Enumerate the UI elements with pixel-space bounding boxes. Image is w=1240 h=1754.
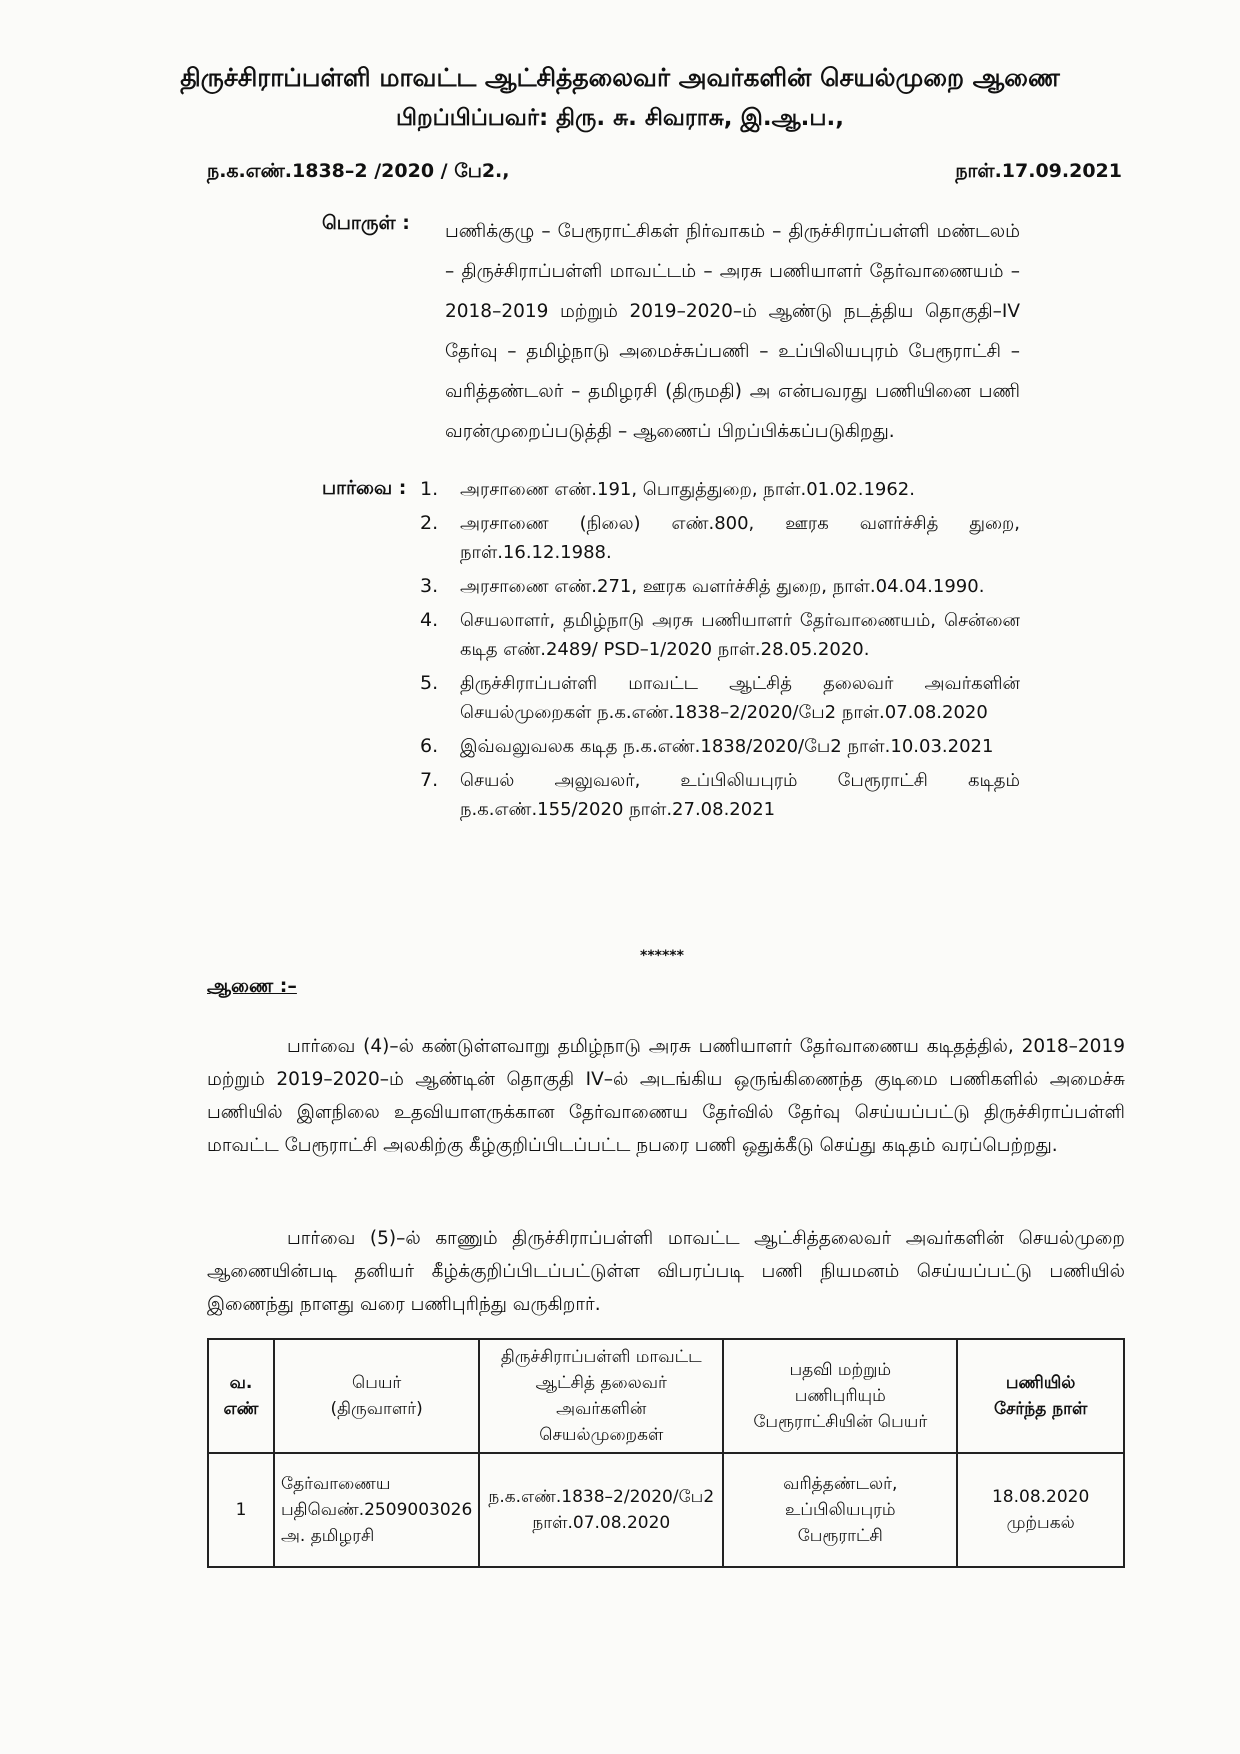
- header-line: பெயர்: [351, 1373, 402, 1393]
- reference-item: [420, 475, 1020, 504]
- table-header-row: [208, 1339, 1124, 1453]
- reference-text: அரசாணை எண்.271, ஊரக வளர்ச்சித் துறை, நாள்.04.04.1990.: [460, 576, 985, 597]
- header-line: எண்: [223, 1399, 259, 1419]
- document-title: திருச்சிராப்பள்ளி மாவட்ட ஆட்சித்தலைவர் அவர்களின் செயல்முறை ஆணை: [180, 63, 1060, 92]
- header-line: சேர்ந்த நாள்: [993, 1399, 1088, 1419]
- reference-number: 6.: [420, 735, 439, 757]
- reference-item: [420, 572, 1020, 601]
- cell-post: [723, 1453, 957, 1567]
- cell-line: அ. தமிழரசி: [281, 1526, 375, 1546]
- header-line: திருச்சிராப்பள்ளி மாவட்ட: [500, 1347, 702, 1367]
- cell-joining-date: [957, 1453, 1124, 1567]
- cell-serial: [208, 1453, 274, 1567]
- header-line: பணியில்: [1005, 1373, 1076, 1393]
- subject-label: பொருள் :: [322, 212, 410, 234]
- reference-item: [420, 766, 1020, 824]
- reference-number: 4.: [420, 609, 439, 631]
- table-row: [208, 1453, 1124, 1567]
- references-list: [420, 475, 1020, 829]
- order-paragraph: பார்வை (5)–ல் காணும் திருச்சிராப்பள்ளி மாவட்ட ஆட்சித்தலைவர் அவர்களின் செயல்முறை ஆணையின்படி தனியர் கீழ்க்குறிப்பிடப்பட்டுள்ள விபரப்படி பணி நியமனம் செய்யப்பட்டு பணியில் இணைந்து நாளது வரை பணிபுரிந்து வருகிறார்.: [207, 1228, 1125, 1315]
- reference-item: [420, 509, 1020, 567]
- cell-line: வரித்தண்டலர்,: [783, 1474, 898, 1494]
- reference-number: 7.: [420, 769, 439, 791]
- header-line: பணிபுரியும்: [794, 1386, 886, 1406]
- header-post: [723, 1339, 957, 1453]
- order-heading: ஆணை :–: [207, 975, 297, 997]
- cell-line: உப்பிலியபுரம்: [784, 1500, 896, 1520]
- appointment-table: [207, 1338, 1125, 1568]
- reference-item: [420, 669, 1020, 727]
- reference-text: செயலாளர், தமிழ்நாடு அரசு பணியாளர் தேர்வாணையம், சென்னை கடித எண்.2489/ PSD–1/2020 நாள்.28.05.2020.: [460, 610, 1020, 660]
- header-line: பேரூராட்சியின் பெயர்: [753, 1412, 928, 1432]
- header-line: செயல்முறைகள்: [539, 1425, 664, 1445]
- cell-line: நாள்.07.08.2020: [532, 1513, 671, 1533]
- references-label: பார்வை :: [322, 477, 407, 499]
- cell-proceedings: [479, 1453, 723, 1567]
- reference-text: அரசாணை (நிலை) எண்.800, ஊரக வளர்ச்சித் துறை, நாள்.16.12.1988.: [460, 513, 1020, 563]
- reference-number: ந.க.எண்.1838–2 /2020 / பே2.,: [207, 160, 510, 182]
- reference-text: செயல் அலுவலர், உப்பிலியபுரம் பேரூராட்சி கடிதம் ந.க.எண்.155/2020 நாள்.27.08.2021: [460, 770, 1020, 820]
- issuer-line: பிறப்பிப்பவர்: திரு. சு. சிவராசு, இ.ஆ.ப.,: [395, 105, 845, 131]
- reference-text: அரசாணை எண்.191, பொதுத்துறை, நாள்.01.02.1962.: [460, 479, 915, 500]
- reference-text: இவ்வலுவலக கடித ந.க.எண்.1838/2020/பே2 நாள்.10.03.2021: [460, 736, 994, 757]
- header-serial: [208, 1339, 274, 1453]
- cell-name: [274, 1453, 479, 1567]
- header-line: பதவி மற்றும்: [789, 1360, 892, 1380]
- header-joining-date: [957, 1339, 1124, 1453]
- separator: ******: [640, 948, 684, 964]
- header-name: [274, 1339, 479, 1453]
- document-date: நாள்.17.09.2021: [955, 160, 1122, 182]
- cell-line: தேர்வாணைய: [281, 1474, 391, 1494]
- header-proceedings: [479, 1339, 723, 1453]
- header-line: ஆட்சித் தலைவர்: [535, 1373, 667, 1393]
- reference-text: திருச்சிராப்பள்ளி மாவட்ட ஆட்சித் தலைவர் அவர்களின் செயல்முறைகள் ந.க.எண்.1838–2/2020/பே2 நாள்.07.08.2020: [460, 673, 1020, 723]
- cell-line: முற்பகல்: [1006, 1513, 1075, 1533]
- reference-number: 3.: [420, 575, 439, 597]
- reference-item: [420, 606, 1020, 664]
- reference-number: 5.: [420, 672, 439, 694]
- subject-text: பணிக்குழு – பேரூராட்சிகள் நிர்வாகம் – திருச்சிராப்பள்ளி மண்டலம் – திருச்சிராப்பள்ளி மாவட்டம் – அரசு பணியாளர் தேர்வாணையம் – 2018–2019 மற்றும் 2019–2020–ம் ஆண்டு நடத்திய தொகுதி–IV தேர்வு – தமிழ்நாடு அமைச்சுப்பணி – உப்பிலியபுரம் பேரூராட்சி – வரித்தண்டலர் – தமிழரசி (திருமதி) அ என்பவரது பணியினை பணி வரன்முறைப்படுத்தி – ஆணைப் பிறப்பிக்கப்படுகிறது.: [445, 221, 1020, 442]
- cell-line: 1: [235, 1500, 247, 1520]
- order-paragraph: பார்வை (4)–ல் கண்டுள்ளவாறு தமிழ்நாடு அரசு பணியாளர் தேர்வாணைய கடிதத்தில், 2018–2019 மற்றும் 2019–2020–ம் ஆண்டின் தொகுதி IV–ல் அடங்கிய ஒருங்கிணைந்த குடிமை பணிகளில் அமைச்சு பணியில் இளநிலை உதவியாளருக்கான தேர்வாணைய தேர்வில் தேர்வு செய்யப்பட்டு திருச்சிராப்பள்ளி மாவட்ட பேரூராட்சி அலகிற்கு கீழ்குறிப்பிடப்பட்ட நபரை பணி ஒதுக்கீடு செய்து கடிதம் வரப்பெற்றது.: [207, 1036, 1125, 1156]
- cell-line: ந.க.எண்.1838–2/2020/பே2: [488, 1487, 715, 1507]
- cell-line: 18.08.2020: [991, 1487, 1090, 1507]
- cell-line: பதிவெண்.2509003026: [281, 1500, 473, 1520]
- header-line: அவர்களின்: [556, 1399, 647, 1419]
- header-line: வ.: [229, 1373, 253, 1393]
- cell-line: பேரூராட்சி: [797, 1526, 883, 1546]
- reference-number: 1.: [420, 478, 439, 500]
- header-line: (திருவாளர்): [330, 1399, 423, 1419]
- reference-item: [420, 732, 1020, 761]
- reference-number: 2.: [420, 512, 439, 534]
